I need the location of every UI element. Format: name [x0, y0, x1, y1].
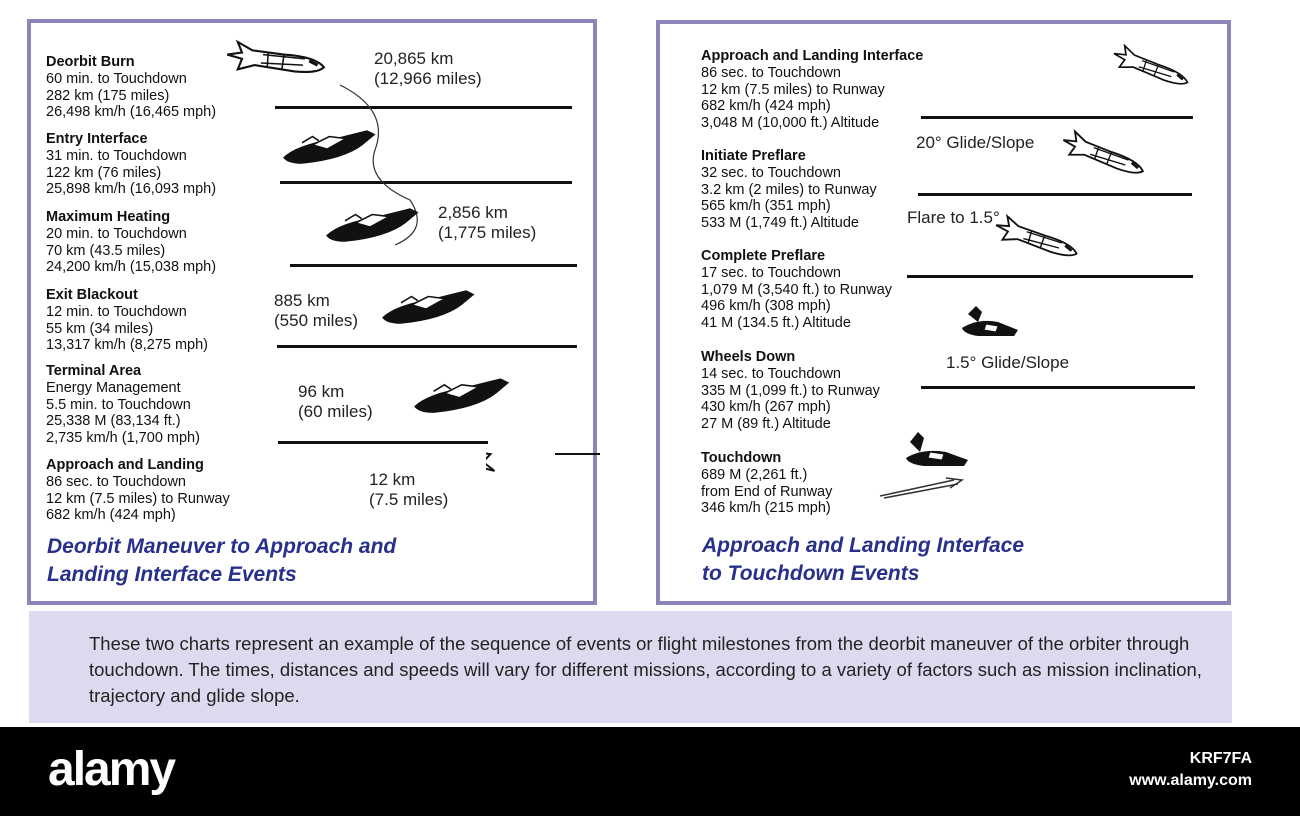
shuttle-icon [486, 424, 582, 486]
stage-line: 24,200 km/h (15,038 mph) [46, 259, 217, 276]
shuttle-icon [1112, 44, 1196, 100]
panel-title-line: Approach and Landing Interface [702, 534, 1025, 557]
distance-value: 20,865 km [374, 49, 454, 68]
distance-value: (1,775 miles) [438, 223, 537, 242]
stage-line: 14 sec. to Touchdown [701, 365, 841, 382]
stage-title: Approach and Landing [46, 457, 204, 473]
stage-line: 25,898 km/h (16,093 mph) [46, 181, 217, 198]
distance-value: (60 miles) [298, 402, 373, 421]
shuttle-icon [958, 302, 1024, 342]
stage-divider [921, 386, 1195, 389]
stage-line: 3.2 km (2 miles) to Runway [701, 181, 877, 198]
shuttle-icon [226, 34, 334, 92]
glide-slope-note: 1.5° Glide/Slope [946, 353, 1070, 372]
stage-title: Approach and Landing Interface [701, 48, 924, 64]
stage-initiate-preflare [701, 148, 877, 232]
stage-line: 1,079 M (3,540 ft.) to Runway [701, 281, 893, 298]
stage-line: 86 sec. to Touchdown [701, 64, 841, 81]
distance-value: (550 miles) [274, 311, 359, 330]
stage-line: 5.5 min. to Touchdown [46, 396, 191, 413]
stage-complete-preflare [701, 248, 892, 332]
stage-line: 12 km (7.5 miles) to Runway [701, 81, 885, 98]
stage-title: Entry Interface [46, 131, 148, 147]
stage-line: 346 km/h (215 mph) [701, 500, 831, 517]
stage-line: Energy Management [46, 379, 181, 396]
stage-divider [918, 193, 1192, 196]
stage-line: 565 km/h (351 mph) [701, 198, 831, 215]
stage-line: 31 min. to Touchdown [46, 147, 187, 164]
image-id: KRF7FA [1189, 750, 1252, 767]
stage-line: 41 M (134.5 ft.) Altitude [701, 315, 851, 332]
shuttle-icon [279, 118, 379, 170]
stage-line: 496 km/h (308 mph) [701, 298, 831, 315]
distance-value: 885 km [274, 291, 330, 310]
stage-divider [290, 264, 577, 267]
left-panel-title [47, 533, 396, 589]
distance-value: 96 km [298, 382, 345, 401]
distance-label [298, 382, 373, 422]
stage-line: 533 M (1,749 ft.) Altitude [701, 215, 859, 232]
site-url: www.alamy.com [1129, 772, 1252, 789]
stage-divider [278, 441, 488, 444]
flare-note: Flare to 1.5° [907, 208, 1000, 227]
stage-line: 60 min. to Touchdown [46, 70, 187, 87]
stage-line: 12 km (7.5 miles) to Runway [46, 490, 230, 507]
panel-title-line: to Touchdown Events [702, 562, 920, 585]
stage-divider [921, 116, 1193, 119]
stage-approach-and-landing [46, 457, 230, 524]
stage-title: Terminal Area [46, 363, 142, 379]
stage-touchdown [701, 450, 832, 517]
stage-title: Complete Preflare [701, 248, 826, 264]
stage-line: 25,338 M (83,134 ft.) [46, 413, 181, 430]
stage-wheels-down [701, 349, 880, 433]
stage-approach-landing-interface [701, 48, 923, 132]
stage-line: 2,735 km/h (1,700 mph) [46, 430, 200, 447]
stage-divider [907, 275, 1193, 278]
panel-title-line: Deorbit Maneuver to Approach and [47, 535, 397, 558]
stage-line: 122 km (76 miles) [46, 164, 162, 181]
distance-value: (12,966 miles) [374, 69, 482, 88]
stage-line: 17 sec. to Touchdown [701, 264, 841, 281]
stage-title: Initiate Preflare [701, 148, 806, 164]
shuttle-icon [322, 196, 422, 248]
stage-title: Wheels Down [701, 349, 796, 365]
stage-title: Exit Blackout [46, 287, 138, 303]
stage-exit-blackout [46, 287, 208, 354]
stage-line: 70 km (43.5 miles) [46, 242, 166, 259]
distance-value: 2,856 km [438, 203, 508, 222]
shuttle-icon [410, 368, 514, 418]
stage-line: 12 min. to Touchdown [46, 303, 187, 320]
stage-deorbit-burn [46, 54, 216, 121]
stage-line: 682 km/h (424 mph) [46, 507, 176, 524]
stage-line: 55 km (34 miles) [46, 320, 154, 337]
distance-value: 12 km [369, 470, 416, 489]
stage-line: 32 sec. to Touchdown [701, 164, 841, 181]
distance-label [438, 203, 536, 243]
caption-text: These two charts represent an example of the sequence of events or flight milestones from the deorbit maneuver of the orbiter through touchdown. The times, distances and speeds will vary for different missions, according to a variety of factors such as mission inclination, trajectory and glide slope. [89, 633, 1202, 706]
stage-maximum-heating [46, 209, 216, 276]
stage-line: 3,048 M (10,000 ft.) Altitude [701, 115, 880, 132]
shuttle-icon [1060, 126, 1152, 188]
stage-line: 20 min. to Touchdown [46, 225, 187, 242]
stage-line: 682 km/h (424 mph) [701, 98, 831, 115]
stage-terminal-area [46, 363, 200, 447]
runway-arrow-icon [878, 476, 964, 500]
watermark-bar [0, 727, 1300, 816]
stage-line: 689 M (2,261 ft.) [701, 466, 808, 483]
panel-title-line: Landing Interface Events [47, 563, 297, 586]
stage-title: Maximum Heating [46, 209, 171, 225]
stage-entry-interface [46, 131, 216, 198]
stage-line: 282 km (175 miles) [46, 87, 170, 104]
distance-value: (7.5 miles) [369, 490, 449, 509]
alamy-logo: alamy [48, 743, 175, 796]
stage-line: from End of Runway [701, 483, 833, 500]
stage-line: 13,317 km/h (8,275 mph) [46, 337, 209, 354]
stage-title: Touchdown [701, 450, 782, 466]
distance-label [369, 470, 448, 510]
stage-line: 86 sec. to Touchdown [46, 473, 186, 490]
distance-label [274, 291, 358, 331]
stage-line: 27 M (89 ft.) Altitude [701, 416, 831, 433]
stage-line: 335 M (1,099 ft.) to Runway [701, 382, 880, 399]
stage-divider [277, 345, 577, 348]
stage-line: 26,498 km/h (16,465 mph) [46, 104, 217, 121]
right-panel-title [702, 532, 1024, 588]
shuttle-icon [378, 280, 478, 330]
stage-line: 430 km/h (267 mph) [701, 399, 831, 416]
shuttle-icon [902, 430, 972, 470]
caption-box [29, 611, 1232, 723]
stage-title: Deorbit Burn [46, 54, 135, 70]
glide-slope-note: 20° Glide/Slope [916, 133, 1035, 152]
shuttle-icon [993, 210, 1085, 268]
